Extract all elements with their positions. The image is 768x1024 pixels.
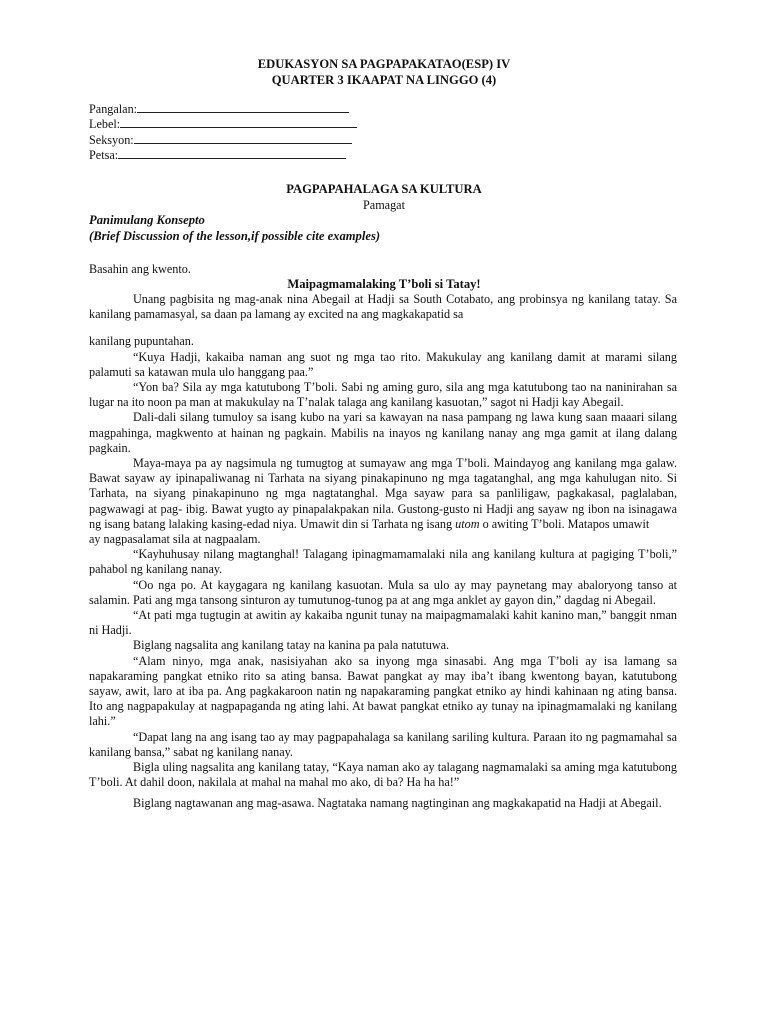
story-paragraph: kanilang pupuntahan. bbox=[89, 334, 194, 349]
reading-instruction: Basahin ang kwento. bbox=[89, 262, 191, 276]
section-field[interactable] bbox=[89, 132, 357, 147]
name-blank[interactable] bbox=[137, 101, 349, 113]
story-paragraph: “Dapat lang na ang isang tao ay may pagpapahalaga sa kanilang sariling kultura. Paraan ito ng pagmamahal sa kanilang bansa,” sabat ng kanilang nanay. bbox=[89, 729, 677, 759]
story-body bbox=[89, 292, 677, 811]
section-blank[interactable] bbox=[134, 132, 352, 144]
name-label: Pangalan: bbox=[89, 102, 138, 116]
story-paragraph: Unang pagbisita ng mag-anak nina Abegail at Hadji sa South Cotabato, ang probinsya ng kanilang tatay. Sa kanilang pamamasyal, sa daan pa lamang ay excited na ang magkakapatid sa bbox=[89, 292, 677, 322]
title-caption: Pamagat bbox=[363, 198, 405, 212]
section-label: Seksyon: bbox=[89, 132, 134, 147]
name-field[interactable] bbox=[89, 101, 357, 116]
date-field[interactable] bbox=[89, 147, 357, 162]
concept-heading: Panimulang Konsepto bbox=[89, 213, 205, 227]
story-paragraph: Bigla uling nagsalita ang kanilang tatay, “Kaya naman ako ay talagang nagmamalaki sa aming mga katutubong T’boli. At dahil doon, nakilala at mahal na mahal mo ako, di ba? Ha ha ha!” bbox=[89, 760, 677, 790]
date-label: Petsa: bbox=[89, 147, 119, 162]
level-field[interactable] bbox=[89, 116, 357, 131]
story-paragraph: “Oo nga po. At kaygagara ng kanilang kasuotan. Mula sa ulo ay may paynetang may abaloryong tanso at salamin. Pati ang mga tansong sinturon ay tumutunog-tunog pa at ang mga anklet ay gayon din,” dagdag ni Abegail. bbox=[89, 577, 677, 607]
story-text: o awiting T’boli. Matapos umawit bbox=[482, 516, 650, 531]
story-paragraph: ay nagpasalamat sila at nagpaalam. bbox=[89, 532, 261, 547]
story-title: Maipagmamalaking T’boli si Tatay! bbox=[287, 277, 481, 291]
story-paragraph: Biglang nagtawanan ang mag-asawa. Nagtataka namang nagtinginan ang magkakapatid na Hadji at Abegail. bbox=[133, 795, 662, 810]
story-paragraph bbox=[89, 456, 677, 532]
utom-term: utom bbox=[455, 516, 480, 531]
story-paragraph: Biglang nagsalita ang kanilang tatay na kanina pa pala natutuwa. bbox=[133, 638, 450, 653]
level-label: Lebel: bbox=[89, 117, 121, 132]
subject-heading: EDUKASYON SA PAGPAPAKATAO(ESP) IV bbox=[257, 57, 511, 71]
story-text: Maya-maya pa ay nagsimula ng tumugtog at sumayaw ang mga T’boli. Maindayog ang kanilang mga galaw. Bawat sayaw ay ipinapaliwanag ni Tarhata na siyang pinakapinuno ng mga tagatanghal, ang mga kahulugan nito. Si Tarhata, na siyang pinakapinuno ng mga nagtatanghal. Mga sayaw para sa panliligaw, pagkakasal, paglalaban, pagwawagi at pag- ibig. Bawat yugto ay pinapalakpakan nila. Gustong-gusto ni Hadji ang sayaw ng ibon na isinagawa ng isang batang lalaking kasing-edad niya. Umawit din si Tarhata ng isang bbox=[89, 456, 677, 531]
story-paragraph: “Kayhuhusay nilang magtanghal! Talagang ipinagmamamalaki nila ang kanilang kultura at pagiging T’boli,” pahabol ng kanilang nanay. bbox=[89, 547, 677, 577]
date-blank[interactable] bbox=[118, 147, 346, 159]
story-paragraph: “At pati mga tugtugin at awitin ay kakaiba ngunit tunay na maipagmamalaki kahit kanino man,” banggit nman ni Hadji. bbox=[89, 608, 677, 638]
quarter-heading: QUARTER 3 IKAAPAT NA LINGGO (4) bbox=[271, 73, 497, 87]
story-paragraph: “Alam ninyo, mga anak, nasisiyahan ako sa inyong mga sinasabi. Ang mga T’boli ay isa lamang sa napakaraming pangkat etniko rito sa ating bansa. Bawat pangkat ay may iba’t ibang kwentong bayan, katutubong sayaw, awit, laro at iba pa. Ang pagkakaroon natin ng napakaraming pangkat etniko ay hindi kahinaan ng ating bansa. Ito ang nagpapakulay at nagpapaganda ng ating lahi. At bawat pangkat etniko ay tunay na ipinagmamalaki ng kanilang lahi.” bbox=[89, 653, 677, 729]
level-blank[interactable] bbox=[120, 116, 357, 128]
story-paragraph: Dali-dali silang tumuloy sa isang kubo na yari sa kawayan na nasa pampang ng lawa kung saan maaari silang magpahinga, magkwento at hainan ng pagkain. Mabilis na inayos ng kanilang nanay ang mga gamit at ilang dalang pagkain. bbox=[89, 410, 677, 455]
story-paragraph: “Kuya Hadji, kakaiba naman ang suot ng mga tao rito. Makukulay ang kanilang damit at marami silang palamuti sa katawan mula ulo hanggang paa.” bbox=[89, 349, 677, 379]
student-info-fields bbox=[89, 101, 357, 162]
story-paragraph: “Yon ba? Sila ay mga katutubong T’boli. Sabi ng aming guro, sila ang mga katutubong tao na naninirahan sa lugar na ito noon pa man at makukulay na T’nalak talaga ang kanilang kasuotan,” sagot ni Hadji kay Abegail. bbox=[89, 380, 677, 410]
lesson-title: PAGPAPAHALAGA SA KULTURA bbox=[286, 182, 482, 196]
concept-note: (Brief Discussion of the lesson,if possible cite examples) bbox=[89, 229, 381, 243]
